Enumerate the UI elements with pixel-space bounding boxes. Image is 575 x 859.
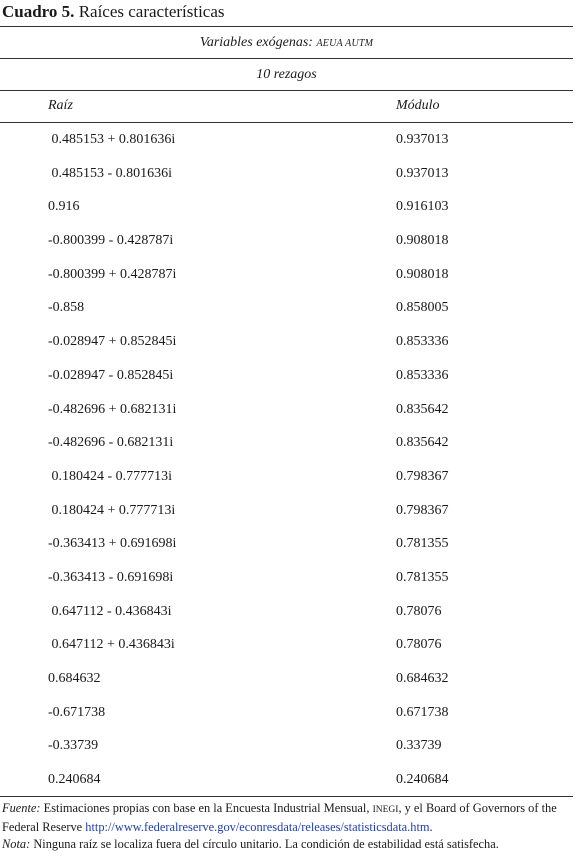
modulus-cell: 0.853336	[396, 367, 449, 383]
roots-table-body	[0, 124, 573, 798]
table-row	[0, 562, 573, 596]
modulus-cell: 0.916103	[396, 199, 449, 215]
modulus-cell: 0.908018	[396, 266, 449, 282]
table-row	[0, 697, 573, 731]
table-row	[0, 292, 573, 326]
modulus-cell: 0.78076	[396, 603, 442, 619]
source-label: Fuente:	[2, 801, 41, 815]
root-cell: -0.363413 + 0.691698i	[48, 536, 177, 552]
root-cell: -0.671738	[48, 704, 106, 720]
exogenous-label: Variables exógenas:	[199, 35, 313, 50]
root-cell: 0.647112 - 0.436843i	[48, 603, 172, 619]
column-header-root: Raíz	[48, 98, 73, 113]
modulus-cell: 0.937013	[396, 132, 449, 147]
root-cell: 0.485153 - 0.801636i	[48, 165, 173, 181]
root-cell: -0.482696 + 0.682131i	[48, 401, 177, 417]
source-note	[2, 800, 574, 836]
root-cell: 0.180424 + 0.777713i	[48, 502, 176, 518]
modulus-cell: 0.908018	[396, 233, 449, 249]
root-cell: 0.180424 - 0.777713i	[48, 468, 173, 484]
table-row	[0, 360, 573, 394]
root-cell: -0.33739	[48, 738, 99, 754]
table-row	[0, 663, 573, 697]
root-cell: 0.916	[48, 199, 80, 215]
table-row	[0, 191, 573, 225]
root-cell: -0.800399 + 0.428787i	[48, 266, 177, 282]
source-end: .	[429, 820, 433, 834]
source-text-1: Estimaciones propias con base en la Encuesta Industrial Mensual,	[40, 801, 373, 815]
table-row	[0, 124, 573, 158]
table-row	[0, 596, 573, 630]
table-row	[0, 259, 573, 293]
root-cell: -0.858	[48, 300, 85, 316]
source-inegi: INEGI	[372, 805, 399, 815]
header-rule	[0, 122, 573, 123]
modulus-cell: 0.798367	[396, 502, 449, 518]
table-row	[0, 427, 573, 461]
table-row	[0, 394, 573, 428]
table-row	[0, 495, 573, 529]
table-row	[0, 629, 573, 663]
table-row	[0, 326, 573, 360]
root-cell: -0.482696 - 0.682131i	[48, 435, 174, 451]
exogenous-variables-row	[0, 35, 573, 51]
root-cell: 0.647112 + 0.436843i	[48, 637, 175, 653]
table-caption: Raíces características	[74, 2, 225, 21]
root-cell: -0.800399 - 0.428787i	[48, 233, 174, 249]
modulus-cell: 0.240684	[396, 772, 449, 788]
modulus-cell: 0.937013	[396, 165, 449, 181]
modulus-cell: 0.671738	[396, 704, 449, 720]
note-text: Ninguna raíz se localiza fuera del círculo unitario. La condición de estabilidad está satisfecha.	[30, 837, 499, 851]
modulus-cell: 0.781355	[396, 536, 449, 552]
modulus-cell: 0.835642	[396, 401, 449, 417]
modulus-cell: 0.781355	[396, 569, 449, 585]
exogenous-value: AEUA AUTM	[316, 38, 374, 49]
rule-2	[0, 58, 573, 59]
modulus-cell: 0.858005	[396, 300, 449, 316]
lags-label: 10 rezagos	[256, 67, 317, 82]
source-text-2: , y el Board of Governors of the Federal Reserve	[2, 801, 557, 834]
modulus-cell: 0.78076	[396, 637, 442, 653]
root-cell: -0.028947 + 0.852845i	[48, 334, 177, 350]
modulus-cell: 0.853336	[396, 334, 449, 350]
modulus-cell: 0.33739	[396, 738, 442, 754]
table-row	[0, 158, 573, 192]
root-cell: 0.240684	[48, 772, 101, 788]
root-cell: -0.363413 - 0.691698i	[48, 569, 174, 585]
table-row	[0, 528, 573, 562]
modulus-cell: 0.835642	[396, 435, 449, 451]
table-title	[2, 2, 225, 22]
table-row	[0, 225, 573, 259]
column-header-modulus: Módulo	[396, 98, 440, 113]
table-row	[0, 461, 573, 495]
table-row	[0, 764, 573, 798]
lags-row	[0, 67, 573, 83]
table-footer	[2, 800, 574, 853]
top-rule	[0, 26, 573, 27]
root-cell: 0.485153 + 0.801636i	[48, 132, 176, 147]
note-label: Nota:	[2, 837, 31, 851]
table-row	[0, 730, 573, 764]
rule-3	[0, 90, 573, 91]
root-cell: 0.684632	[48, 671, 101, 686]
root-cell: -0.028947 - 0.852845i	[48, 367, 174, 383]
modulus-cell: 0.798367	[396, 468, 449, 484]
modulus-cell: 0.684632	[396, 671, 449, 686]
bottom-rule	[0, 796, 573, 797]
stability-note	[2, 836, 574, 853]
table-number: Cuadro 5.	[2, 2, 75, 21]
source-link[interactable]: http://www.federalreserve.gov/econresdata/releases/statisticsdata.htm	[85, 820, 430, 834]
